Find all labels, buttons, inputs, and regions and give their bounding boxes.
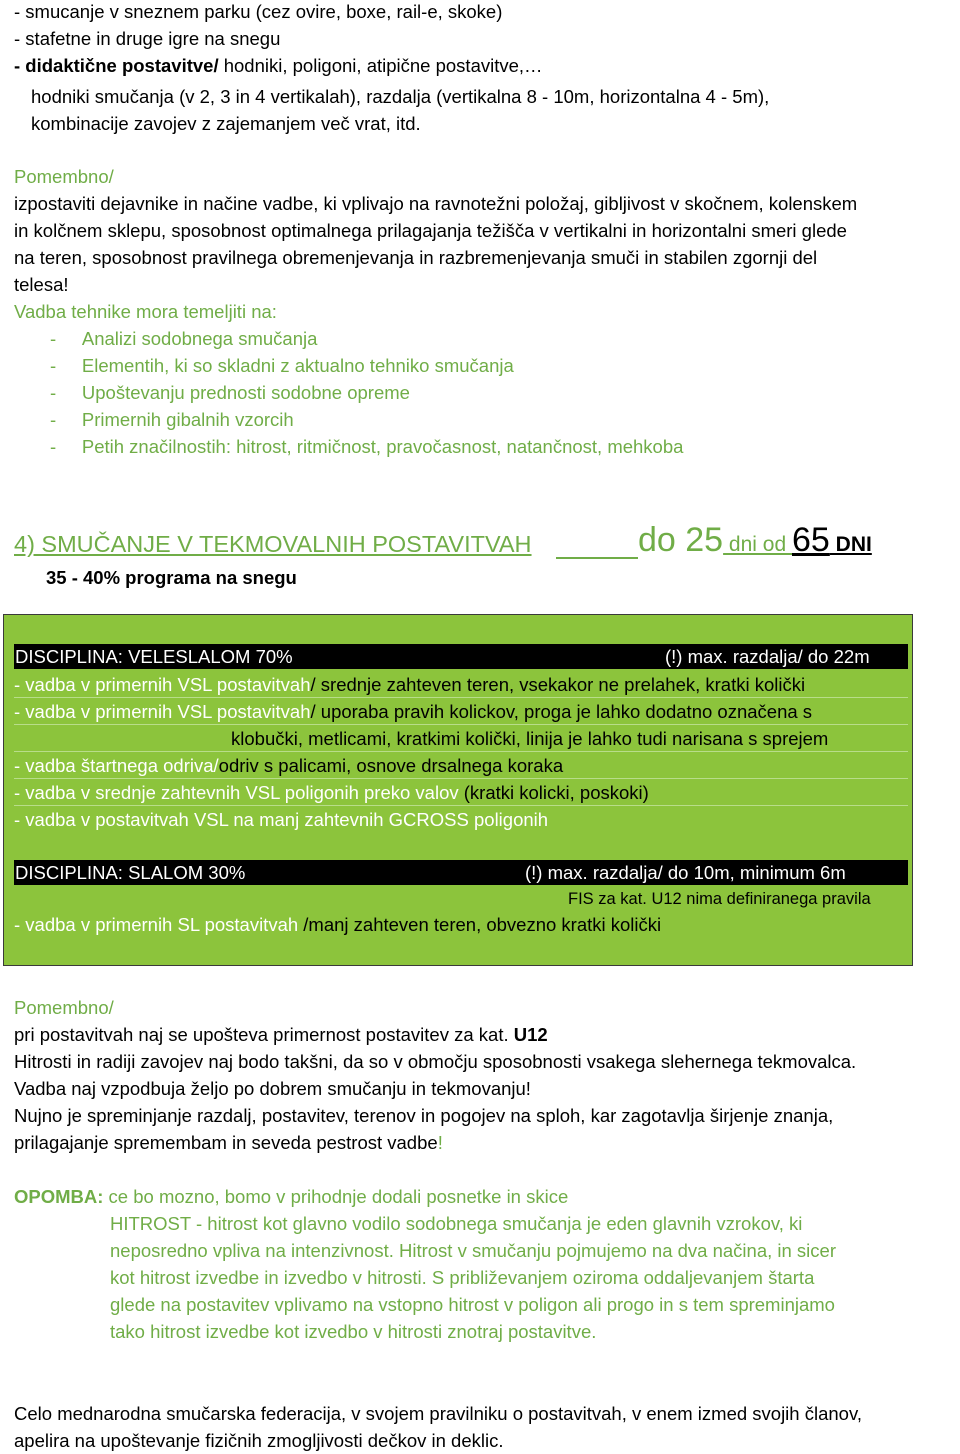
- giant-slalom-distance: (!) max. razdalja/ do 22m: [665, 646, 870, 667]
- box-row: klobučki, metlicami, kratkimi količki, linija je lahko tudi narisana s sprejem: [231, 728, 829, 749]
- list-line-combinations: kombinacije zavojev z zajemanjem več vrat, itd.: [31, 113, 421, 134]
- note-line: neposredno vpliva na intenzivnost. Hitrost v smučanju pojmujemo na dva načina, in sicer: [110, 1240, 836, 1261]
- duration-line: [638, 518, 872, 567]
- duration-from: dni od: [723, 533, 792, 556]
- technique-item: - Petih značilnostih: hitrost, ritmičnost, pravočasnost, natančnost, mehkoba: [50, 436, 684, 457]
- technique-heading: Vadba tehnike mora temeljiti na:: [14, 301, 277, 322]
- important2-line: pri postavitvah naj se upošteva primernost postavitev za kat. U12: [14, 1024, 548, 1045]
- important2-line: Vadba naj vzpodbuja željo po dobrem smučanju in tekmovanju!: [14, 1078, 531, 1099]
- didactic-text: hodniki, poligoni, atipične postavitve,…: [218, 55, 543, 76]
- note-line: HITROST - hitrost kot glavno vodilo sodobnega smučanja je eden glavnih vzrokov, ki: [110, 1213, 803, 1234]
- duration-unit: DNI: [829, 533, 872, 556]
- important2-line: Hitrosti in radiji zavojev naj bodo takšni, da so v območju sposobnosti vsakega slehernega tekmovalca.: [14, 1051, 857, 1072]
- technique-item: - Upoštevanju prednosti sodobne opreme: [50, 382, 410, 403]
- didactic-label: - didaktične postavitve/: [14, 55, 219, 76]
- duration-days: do 25: [638, 521, 724, 559]
- title-underline: [556, 557, 638, 559]
- technique-item: - Analizi sodobnega smučanja: [50, 328, 318, 349]
- note-line: kot hitrost izvedbe in izvedbo v hitrosti. S približevanjem oziroma oddaljevanjem štarta: [110, 1267, 815, 1288]
- box-row: - vadba v postavitvah VSL na manj zahtevnih GCROSS poligonih: [14, 809, 549, 830]
- section-subtitle: 35 - 40% programa na snegu: [46, 567, 297, 588]
- note-line: OPOMBA: ce bo mozno, bomo v prihodnje dodali posnetke in skice: [14, 1186, 569, 1207]
- closing-line: Celo mednarodna smučarska federacija, v svojem pravilniku o postavitvah, v enem izmed svojih članov,: [14, 1403, 862, 1424]
- technique-item: - Elementih, ki so skladni z aktualno tehniko smučanja: [50, 355, 514, 376]
- important2-line: Nujno je spreminjanje razdalj, postavitev, terenov in pogojev na sploh, kar zagotavlja širjenje znanja,: [14, 1105, 834, 1126]
- list-line-relay: - stafetne in druge igre na snegu: [14, 28, 281, 49]
- box-row: - vadba v srednje zahtevnih VSL poligonih preko valov (kratki kolicki, poskoki): [14, 782, 649, 803]
- important2-line: prilagajanje spremembam in seveda pestrost vadbe!: [14, 1132, 443, 1153]
- box-row: - vadba štartnega odriva/odriv s palicami, osnove drsalnega koraka: [14, 755, 564, 776]
- important-text-4: telesa!: [14, 274, 69, 295]
- section-title: 4) SMUČANJE V TEKMOVALNIH POSTAVITVAH: [14, 531, 532, 557]
- slalom-title: DISCIPLINA: SLALOM 30%: [15, 862, 246, 883]
- slalom-note: FIS za kat. U12 nima definiranega pravila: [568, 890, 871, 908]
- box-row: - vadba v primernih SL postavitvah /manj zahteven teren, obvezno kratki količki: [14, 914, 662, 935]
- slalom-distance: (!) max. razdalja/ do 10m, minimum 6m: [525, 862, 846, 883]
- slalom-bar: [14, 860, 908, 885]
- note-line: tako hitrost izvedbe kot izvedbo v hitrosti znotraj postavitve.: [110, 1321, 597, 1342]
- list-line-corridors: hodniki smučanja (v 2, 3 in 4 vertikalah), razdalja (vertikalna 8 - 10m, horizontalna 4 - 5m),: [31, 86, 770, 107]
- giant-slalom-title: DISCIPLINA: VELESLALOM 70%: [15, 646, 293, 667]
- box-row: - vadba v primernih VSL postavitvah/ uporaba pravih kolickov, proga je lahko dodatno označena s: [14, 701, 813, 722]
- list-line-didactic: [14, 52, 543, 79]
- important-heading-1: Pomembno/: [14, 166, 114, 187]
- technique-item: - Primernih gibalnih vzorcih: [50, 409, 294, 430]
- important-text-1: izpostaviti dejavnike in načine vadbe, ki vplivajo na ravnotežni položaj, gibljivost v skočnem, kolenskem: [14, 193, 858, 214]
- giant-slalom-bar: [14, 644, 908, 669]
- closing-line: apelira na upoštevanje fizičnih zmogljivosti dečkov in deklic.: [14, 1430, 504, 1451]
- note-label: OPOMBA:: [14, 1186, 104, 1207]
- list-line-snowpark: - smucanje v sneznem parku (cez ovire, boxe, rail-e, skoke): [14, 1, 503, 22]
- box-row: - vadba v primernih VSL postavitvah/ srednje zahteven teren, vsekakor ne prelahek, kratki količki: [14, 674, 806, 695]
- important-text-2: in kolčnem sklepu, sposobnost optimalnega prilagajanja težišča v vertikalni in horizontalni smeri glede: [14, 220, 847, 241]
- important-text-3: na teren, sposobnost pravilnega obremenjevanja in razbremenjevanja smuči in stabilen zgornji del: [14, 247, 818, 268]
- note-line: glede na postavitev vplivamo na vstopno hitrost v poligon ali progo in s tem spreminjamo: [110, 1294, 835, 1315]
- duration-total: 65: [791, 521, 830, 559]
- important-heading-2: Pomembno/: [14, 997, 114, 1018]
